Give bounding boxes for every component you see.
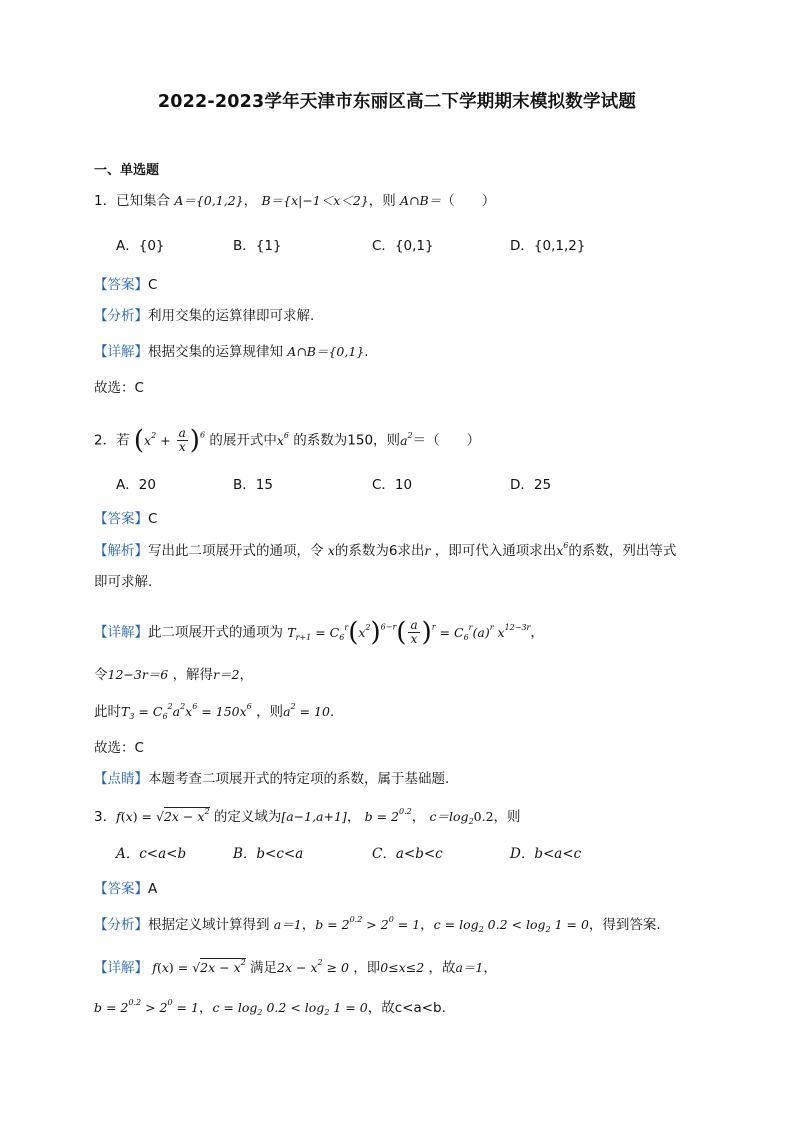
q3-option-a: A．c<a<b: [116, 846, 187, 862]
q1-analysis: 【分析】利用交集的运算律即可求解.: [94, 308, 315, 324]
q1-answer: 【答案】C: [94, 277, 158, 293]
q2-choose: 故选：C: [94, 740, 144, 756]
q3-detail-final: $b = 2^{0.2} > 2^0 = 1$，$c = \log_2 0.2 < \log_2 1 = 0$，故c<a<b.: [94, 998, 446, 1017]
section-heading: 一、单选题: [94, 163, 160, 178]
q2-comment: 【点睛】本题考查二项展开式的特定项的系数，属于基础题.: [94, 771, 450, 787]
q3-answer: 【答案】A: [94, 881, 158, 897]
q1-option-c: C．{0,1}: [372, 238, 434, 254]
q2-option-b: B．15: [233, 477, 273, 493]
page-title: 2022-2023学年天津市东丽区高二下学期期末模拟数学试题: [157, 92, 637, 112]
q3-option-d: D．b<a<c: [510, 846, 582, 862]
question-3-stem: 3．$f(x) = √2x - x^2$ 的定义域为[a−1,a+1]， $b = 2^{0.2}$， $c=\log_20.2$，则: [94, 807, 521, 826]
q3-analysis: 【分析】根据定义域计算得到 a＝1，$b = 2^{0.2} > 2^0 = 1$，$c = \log_2 0.2 < \log_2 1 = 0$，得到答案.: [94, 915, 661, 934]
q3-detail: 【详解】 $f(x) = √2x - x^2$ 满足$2x - x^2 \ge 0$ ，即0≤x≤2 ，故a＝1，: [94, 958, 497, 976]
q1-option-a: A．{0}: [116, 238, 165, 254]
q2-step1: 令12−3r＝6 ，解得r＝2，: [94, 667, 253, 683]
q2-option-d: D．25: [510, 477, 552, 493]
q2-answer: 【答案】C: [94, 511, 158, 527]
q3-option-c: C．a<b<c: [372, 846, 443, 862]
q1-choose: 故选：C: [94, 380, 144, 396]
q2-option-a: A．20: [116, 477, 156, 493]
q2-detail: 【详解】此二项展开式的通项为 $T_{r+1} = C_6^r(x^2)^{6-r}$( $\frac{a}{x}$ )$^r = C_6^r(a)^r$ $x^{12-3r}$，: [94, 617, 544, 648]
q2-analysis-line2: 即可求解.: [94, 574, 153, 590]
q2-step2: 此时$T_3 = C_6^2a^2x^6 = 150x^6$ ，则$a^2 = 10$.: [94, 702, 335, 721]
q1-option-b: B．{1}: [233, 238, 282, 254]
q2-analysis-line1: 【解析】写出此二项展开式的通项，令 x的系数为6求出r ，即可代入通项求出$x^6$的系数，列出等式: [94, 541, 677, 559]
question-1-stem: 1．已知集合 A＝{0,1,2}， B＝{x|−1＜x＜2}，则 A∩B＝（ ）: [94, 193, 496, 209]
q1-option-d: D．{0,1,2}: [510, 238, 586, 254]
q3-option-b: B．b<c<a: [233, 846, 304, 862]
question-2-stem: 2．若 ($x^2$ + $\frac{a}{x}$ )$^6$ 的展开式中$x^6$ 的系数为150，则$a^2=$（ ）: [94, 425, 481, 456]
q2-option-c: C．10: [372, 477, 413, 493]
q1-detail: 【详解】根据交集的运算规律知 A∩B＝{0,1}.: [94, 344, 369, 360]
